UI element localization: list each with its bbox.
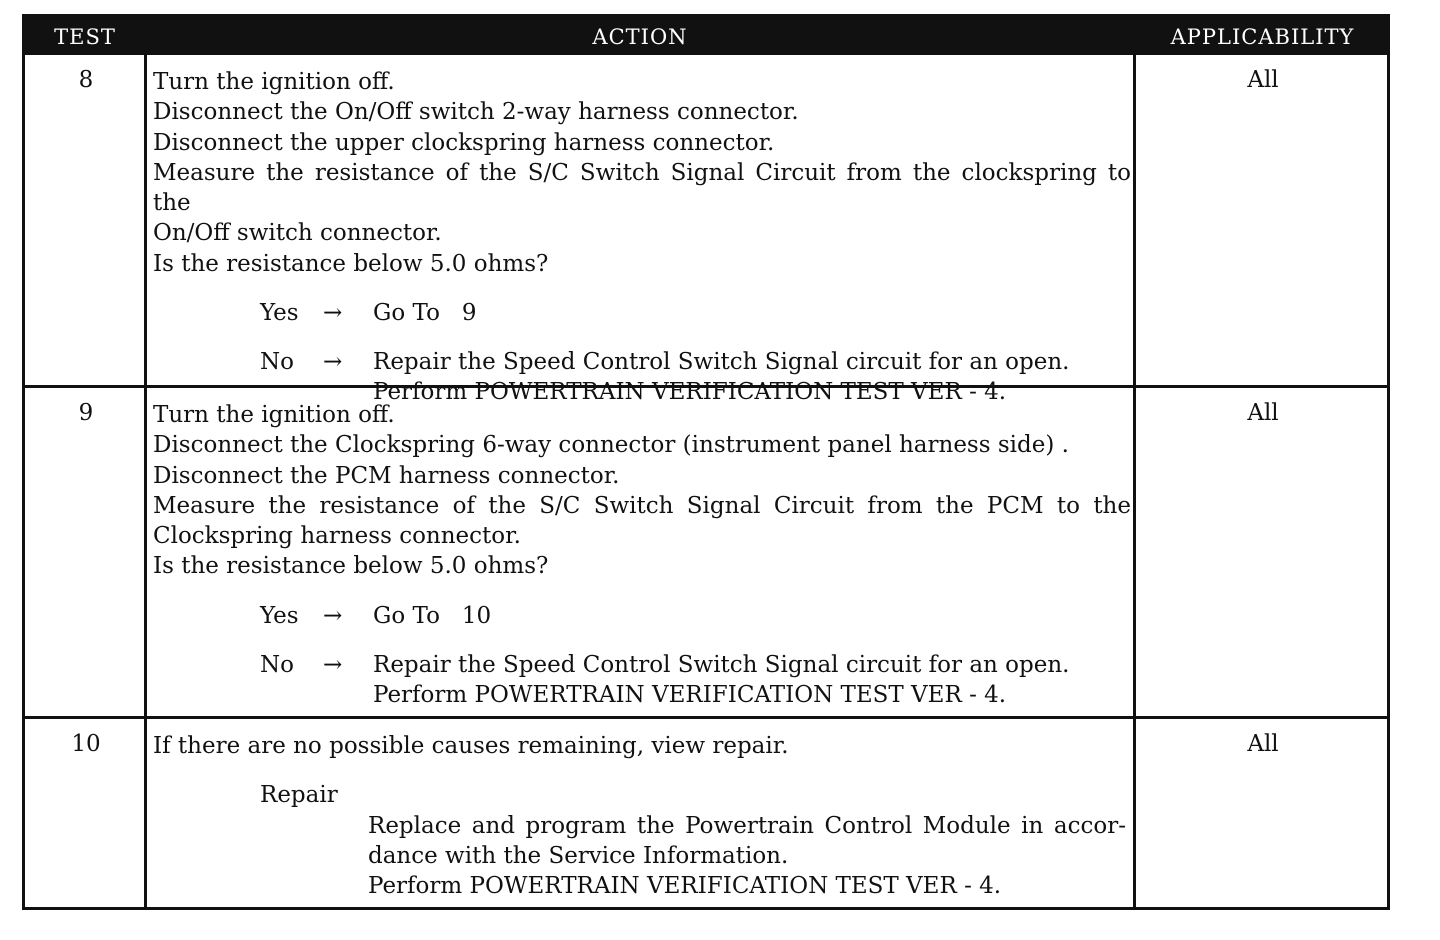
action-cell xyxy=(153,400,1131,710)
header-applicability: APPLICABILITY xyxy=(1170,25,1355,49)
table-row xyxy=(25,55,1387,406)
applicability-cell: All xyxy=(1247,67,1279,93)
test-number: 9 xyxy=(78,400,94,426)
applicability-cell: All xyxy=(1247,731,1279,757)
action-line: Disconnect the Clockspring 6-way connector (instrument panel harness side) . xyxy=(153,432,1069,459)
no-result-line: Repair the Speed Control Switch Signal circuit for an open. xyxy=(373,651,1070,678)
test-number: 10 xyxy=(71,731,101,757)
action-line: Turn the ignition off. xyxy=(153,402,395,428)
repair-line: Perform POWERTRAIN VERIFICATION TEST VER - 4. xyxy=(368,873,1002,900)
yes-result: Go To 10 xyxy=(373,602,492,629)
yes-option xyxy=(153,298,1131,328)
action-line: Turn the ignition off. xyxy=(153,69,395,95)
yes-result: Go To 9 xyxy=(373,300,477,327)
repair-label: Repair xyxy=(260,782,338,809)
repair-body xyxy=(153,811,1126,902)
table-row xyxy=(25,719,1387,910)
arrow-icon: → xyxy=(323,300,343,327)
no-label: No xyxy=(260,651,294,678)
table-row xyxy=(25,388,1387,716)
action-cell xyxy=(153,67,1131,407)
header-test: TEST xyxy=(54,25,116,49)
action-line: Is the resistance below 5.0 ohms? xyxy=(153,553,549,580)
diagnostic-table xyxy=(22,14,1390,910)
action-line: Disconnect the PCM harness connector. xyxy=(153,462,620,489)
action-cell xyxy=(153,731,1131,901)
applicability-cell: All xyxy=(1247,400,1279,426)
action-line: If there are no possible causes remaining, view repair. xyxy=(153,733,789,759)
action-line: Is the resistance below 5.0 ohms? xyxy=(153,250,549,277)
no-result xyxy=(373,650,1069,711)
action-line: Disconnect the On/Off switch 2-way harness connector. xyxy=(153,99,799,126)
table-header xyxy=(25,17,1387,55)
action-line: On/Off switch connector. xyxy=(153,220,442,247)
arrow-icon: → xyxy=(323,602,343,629)
yes-label: Yes xyxy=(260,300,299,327)
action-line: Disconnect the upper clockspring harness connector. xyxy=(153,129,775,156)
arrow-icon: → xyxy=(323,651,343,678)
action-line: Measure the resistance of the S/C Switch Signal Circuit from the clockspring to the xyxy=(153,159,1131,217)
no-label: No xyxy=(260,349,294,376)
repair-line: Replace and program the Powertrain Control Module in accor- xyxy=(368,812,1126,839)
action-line: Measure the resistance of the S/C Switch Signal Circuit from the PCM to the xyxy=(153,492,1131,519)
test-number: 8 xyxy=(78,67,94,93)
header-action: ACTION xyxy=(592,25,688,49)
action-line: Clockspring harness connector. xyxy=(153,523,521,550)
repair-line: dance with the Service Information. xyxy=(368,842,789,869)
no-option xyxy=(153,650,1131,710)
arrow-icon: → xyxy=(323,349,343,376)
no-result-line: Repair the Speed Control Switch Signal circuit for an open. xyxy=(373,349,1070,376)
no-result-line: Perform POWERTRAIN VERIFICATION TEST VER - 4. xyxy=(373,682,1007,709)
no-result-line: Perform POWERTRAIN VERIFICATION TEST VER - 4. xyxy=(373,379,1007,406)
yes-option xyxy=(153,601,1131,631)
yes-label: Yes xyxy=(260,602,299,629)
